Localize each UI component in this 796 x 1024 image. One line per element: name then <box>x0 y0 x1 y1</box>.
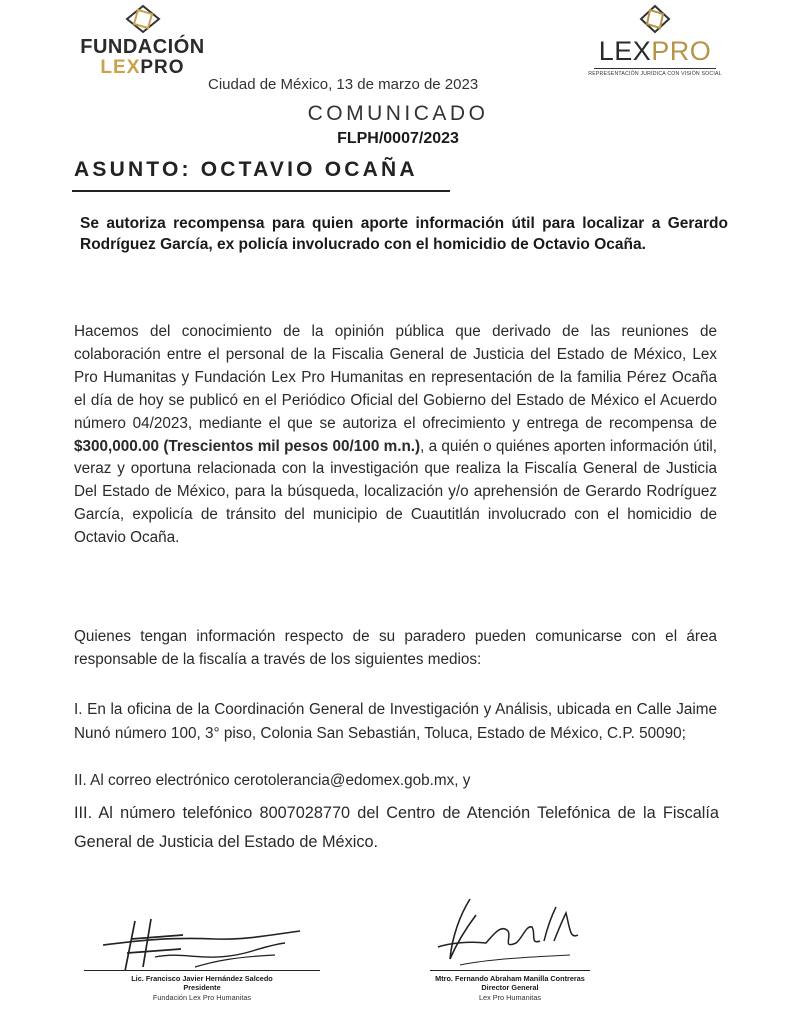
signer-name-left: Lic. Francisco Javier Hernández Salcedo <box>131 974 273 983</box>
lexpro-logo <box>580 4 730 77</box>
contact-item-office: I. En la oficina de la Coordinación General de Investigación y Análisis, ubicada en Calle Jaime Nunó número 100, 3° piso, Colonia San Sebastián, Toluca, Estado de México, C.P. 50090; <box>74 701 717 742</box>
body-paragraph-2: Quienes tengan información respecto de su paradero pueden comunicarse con el área responsable de la fiscalía a través de los siguientes medios: <box>74 628 717 668</box>
subject-underline <box>72 190 450 192</box>
signature-line-left <box>84 970 320 971</box>
signer-name-right: Mtro. Fernando Abraham Manilla Contreras <box>435 974 585 983</box>
logo-line-fundacion: FUNDACIÓN <box>80 36 205 58</box>
lede-paragraph: Se autoriza recompensa para quien aporte información útil para localizar a Gerardo Rodríguez García, ex policía involucrado con el homicidio de Octavio Ocaña. <box>80 215 728 253</box>
signer-org-right: Lex Pro Humanitas <box>478 993 542 1002</box>
signer-role-left: Presidente <box>183 983 221 992</box>
diamond-logo-icon <box>121 4 165 34</box>
body-paragraph-1: Hacemos del conocimiento de la opinión pública que derivado de las reuniones de colaboración entre el personal de la Fiscalia General de Justicia del Estado de México, Lex Pro Humanitas y Fundación Lex Pro Humanitas en representación de la familia Pérez Ocaña el día de hoy se publicó en el Periódico Oficial del Gobierno del Estado de México el Acuerdo número 04/2023, mediante el que se autoriza el ofrecimiento y entrega de recompensa de $300,000.00 (Trescientos mil pesos 00/100 m.n.), a quién o quiénes aporten información útil, veraz y oportuna relacionada con la investigación que realiza la Fiscalía General de Justicia Del Estado de México, para la búsqueda, localización y/o aprehensión de Gerardo Rodríguez García, expolicía de tránsito del municipio de Cuautitlán involucrado con el homicidio de Octavio Ocaña. <box>74 323 718 547</box>
diamond-logo-icon <box>635 4 675 34</box>
logo-line-lexpro: LEXPRO <box>100 57 185 78</box>
signature-line-right <box>430 970 590 971</box>
fundacion-lexpro-logo <box>70 4 215 78</box>
signature-left <box>95 905 305 985</box>
subject-heading: ASUNTO: OCTAVIO OCAÑA <box>74 158 418 181</box>
signer-role-right: Director General <box>481 983 539 992</box>
document-title: COMUNICADO <box>307 102 489 125</box>
logo-wordmark: LEXPRO <box>598 36 712 66</box>
logo-tagline: REPRESENTACIÓN JURÍDICA CON VISIÓN SOCIAL <box>588 71 722 77</box>
folio-number: FLPH/0007/2023 <box>337 130 459 147</box>
logo-rule <box>594 68 716 69</box>
contact-item-phone: III. Al número telefónico 8007028770 del Centro de Atención Telefónica de la Fiscalía General de Justicia del Estado de México. <box>74 804 719 851</box>
city-date: Ciudad de México, 13 de marzo de 2023 <box>208 76 479 93</box>
reward-amount: $300,000.00 (Trescientos mil pesos 00/100 m.n.) <box>74 437 421 455</box>
signature-right <box>430 885 590 975</box>
signer-org-left: Fundación Lex Pro Humanitas <box>152 993 252 1002</box>
contact-item-email: II. Al correo electrónico cerotolerancia@edomex.gob.mx, y <box>74 772 471 789</box>
